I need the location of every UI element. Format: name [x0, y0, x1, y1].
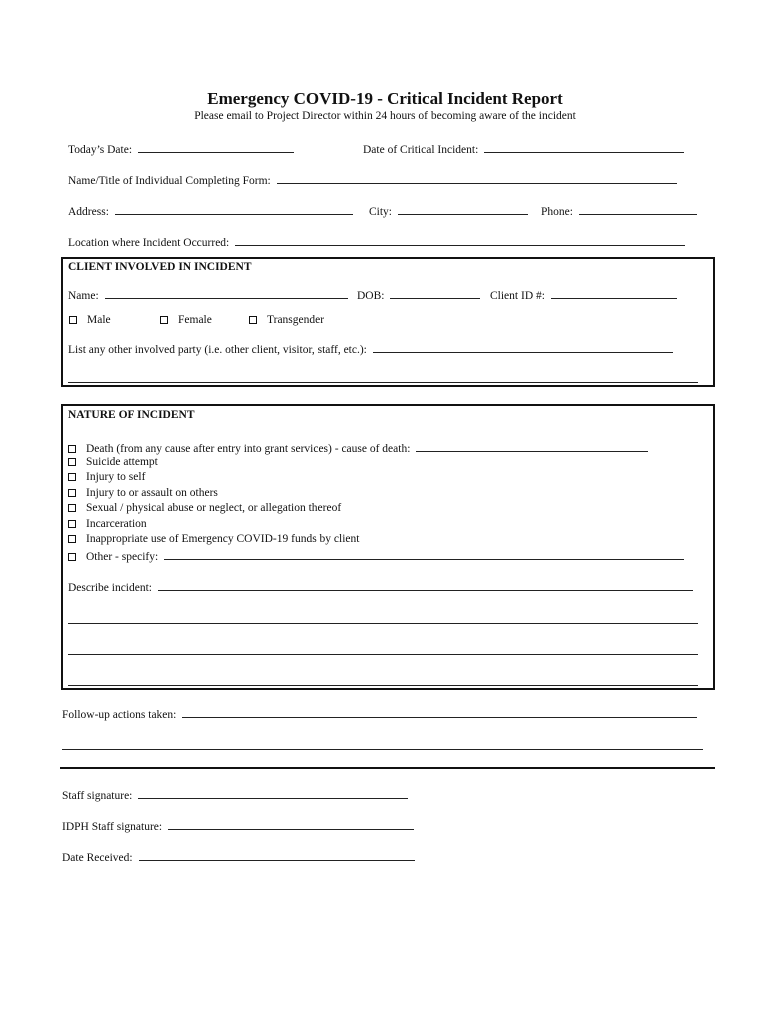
incident-date-input[interactable]: [484, 142, 684, 153]
nature-section-heading: NATURE OF INCIDENT: [68, 409, 195, 421]
dob-label: DOB:: [357, 290, 385, 302]
female-label: Female: [178, 314, 212, 326]
nature-item-label: Incarceration: [86, 518, 147, 530]
address-label: Address:: [68, 206, 109, 218]
client-id-field: [490, 288, 677, 302]
cause-of-death-input[interactable]: [416, 441, 648, 452]
client-section-heading: CLIENT INVOLVED IN INCIDENT: [68, 261, 252, 273]
location-label: Location where Incident Occurred:: [68, 237, 230, 249]
followup-label: Follow-up actions taken:: [62, 709, 177, 721]
client-id-label: Client ID #:: [490, 290, 545, 302]
name-title-field: [68, 173, 677, 187]
nature-item-self-injury[interactable]: [68, 471, 145, 483]
location-input[interactable]: [235, 235, 685, 246]
idph-signature-input[interactable]: [168, 819, 414, 830]
other-specify-input[interactable]: [164, 549, 684, 560]
nature-item-label: Suicide attempt: [86, 456, 158, 468]
nature-item-label: Sexual / physical abuse or neglect, or allegation thereof: [86, 502, 342, 514]
followup-field: [62, 707, 697, 721]
transgender-label: Transgender: [267, 314, 325, 326]
abuse-checkbox[interactable]: [68, 504, 76, 512]
phone-field: [541, 204, 697, 218]
describe-input-line[interactable]: [68, 623, 698, 624]
client-name-label: Name:: [68, 290, 99, 302]
followup-input-line[interactable]: [62, 749, 703, 750]
followup-input[interactable]: [182, 707, 697, 718]
describe-input-line[interactable]: [68, 685, 698, 686]
other-party-label: List any other involved party (i.e. other client, visitor, staff, etc.):: [68, 344, 367, 356]
nature-item-label: Other - specify:: [86, 551, 159, 563]
nature-item-assault[interactable]: [68, 487, 218, 499]
nature-item-label: Death (from any cause after entry into grant services) - cause of death:: [86, 443, 411, 455]
other-party-input[interactable]: [373, 342, 673, 353]
date-received-input[interactable]: [139, 850, 415, 861]
nature-item-label: Inappropriate use of Emergency COVID-19 funds by client: [86, 533, 360, 545]
address-field: [68, 204, 353, 218]
city-label: City:: [369, 206, 393, 218]
female-checkbox[interactable]: [160, 316, 168, 324]
self-injury-checkbox[interactable]: [68, 473, 76, 481]
other-party-field: [68, 342, 673, 356]
gender-female[interactable]: [160, 314, 212, 326]
death-checkbox[interactable]: [68, 445, 76, 453]
incident-date-field: [363, 142, 684, 156]
date-received-field: [62, 850, 415, 864]
gender-transgender[interactable]: [249, 314, 324, 326]
todays-date-input[interactable]: [138, 142, 294, 153]
name-title-input[interactable]: [277, 173, 677, 184]
name-title-label: Name/Title of Individual Completing Form:: [68, 175, 271, 187]
nature-item-incarceration[interactable]: [68, 518, 147, 530]
male-label: Male: [87, 314, 111, 326]
incarceration-checkbox[interactable]: [68, 520, 76, 528]
assault-checkbox[interactable]: [68, 489, 76, 497]
page-title: Emergency COVID-19 - Critical Incident Report: [207, 89, 563, 108]
phone-input[interactable]: [579, 204, 697, 215]
idph-signature-field: [62, 819, 414, 833]
client-name-input[interactable]: [105, 288, 348, 299]
nature-item-suicide[interactable]: [68, 456, 158, 468]
location-field: [68, 235, 685, 249]
describe-label: Describe incident:: [68, 582, 152, 594]
city-input[interactable]: [398, 204, 528, 215]
incident-date-label: Date of Critical Incident:: [363, 144, 479, 156]
dob-input[interactable]: [390, 288, 480, 299]
other-checkbox[interactable]: [68, 553, 76, 561]
client-name-field: [68, 288, 348, 302]
nature-item-abuse[interactable]: [68, 502, 341, 514]
nature-item-death[interactable]: [68, 441, 648, 455]
nature-item-label: Injury to self: [86, 471, 146, 483]
todays-date-field: [68, 142, 294, 156]
gender-male[interactable]: [69, 314, 111, 326]
male-checkbox[interactable]: [69, 316, 77, 324]
client-id-input[interactable]: [551, 288, 677, 299]
city-field: [369, 204, 528, 218]
describe-input-line[interactable]: [68, 654, 698, 655]
transgender-checkbox[interactable]: [249, 316, 257, 324]
nature-item-label: Injury to or assault on others: [86, 487, 218, 499]
describe-input[interactable]: [158, 580, 693, 591]
other-party-input-line[interactable]: [68, 382, 698, 383]
todays-date-label: Today’s Date:: [68, 144, 133, 156]
staff-signature-field: [62, 788, 408, 802]
section-divider: [60, 767, 715, 769]
dob-field: [357, 288, 480, 302]
address-input[interactable]: [115, 204, 353, 215]
nature-item-funds-misuse[interactable]: [68, 533, 359, 545]
staff-signature-label: Staff signature:: [62, 790, 133, 802]
nature-item-other[interactable]: [68, 549, 684, 563]
idph-signature-label: IDPH Staff signature:: [62, 821, 163, 833]
describe-field: [68, 580, 693, 594]
staff-signature-input[interactable]: [138, 788, 408, 799]
funds-misuse-checkbox[interactable]: [68, 535, 76, 543]
page-subtitle: Please email to Project Director within 24 hours of becoming aware of the incident: [194, 110, 576, 122]
suicide-checkbox[interactable]: [68, 458, 76, 466]
date-received-label: Date Received:: [62, 852, 133, 864]
phone-label: Phone:: [541, 206, 573, 218]
